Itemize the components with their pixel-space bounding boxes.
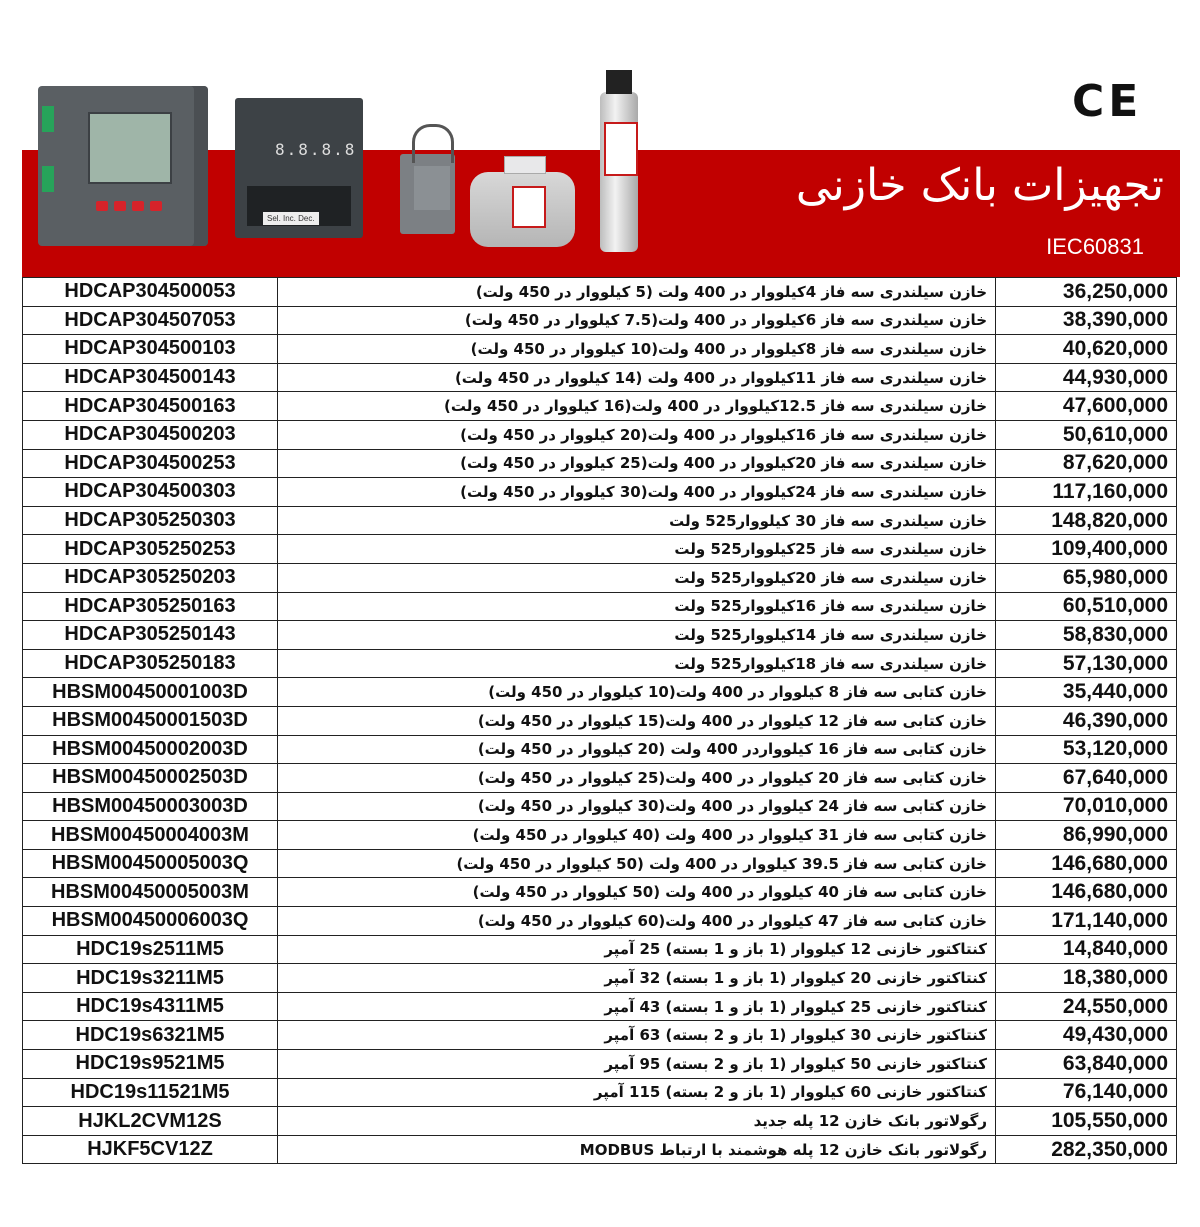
- product-price: 109,400,000: [996, 535, 1177, 564]
- product-description: خازن سیلندری سه فاز 20کیلووار525 ولت: [278, 563, 996, 592]
- product-price: 14,840,000: [996, 935, 1177, 964]
- product-description: خازن سیلندری سه فاز 11کیلووار در 400 ولت (14 کیلووار در 450 ولت): [278, 363, 996, 392]
- product-price: 49,430,000: [996, 1021, 1177, 1050]
- product-code: HDCAP305250163: [23, 592, 278, 621]
- table-row: [23, 706, 1177, 735]
- product-code: HBSM00450002003D: [23, 735, 278, 764]
- product-description: خازن کتابی سه فاز 20 کیلووار در 400 ولت(25 کیلووار در 450 ولت): [278, 764, 996, 793]
- product-description: کنتاکتور خازنی 20 کیلووار (1 باز و 1 بسته) 32 آمپر: [278, 964, 996, 993]
- table-row: [23, 678, 1177, 707]
- product-price: 67,640,000: [996, 764, 1177, 793]
- table-row: [23, 420, 1177, 449]
- product-code: HBSM00450001503D: [23, 706, 278, 735]
- product-description: خازن کتابی سه فاز 39.5 کیلووار در 400 ولت (50 کیلووار در 450 ولت): [278, 849, 996, 878]
- table-row: [23, 935, 1177, 964]
- product-code: HDC19s4311M5: [23, 992, 278, 1021]
- capacitor-terminal: [504, 156, 546, 174]
- product-description: کنتاکتور خازنی 30 کیلووار (1 باز و 2 بسته) 63 آمپر: [278, 1021, 996, 1050]
- terminal-block-icon: [42, 166, 54, 192]
- product-code: HBSM00450004003M: [23, 821, 278, 850]
- table-row: [23, 1050, 1177, 1079]
- product-code: HDCAP305250253: [23, 535, 278, 564]
- led-display: 8.8.8.8: [275, 140, 357, 159]
- product-code: HDCAP304507053: [23, 306, 278, 335]
- ce-mark: CE: [1072, 76, 1143, 127]
- product-description: خازن سیلندری سه فاز 4کیلووار در 400 ولت (5 کیلووار در 450 ولت): [278, 278, 996, 307]
- product-description: خازن سیلندری سه فاز 8کیلووار در 400 ولت(10 کیلووار در 450 ولت): [278, 335, 996, 364]
- table-row: [23, 735, 1177, 764]
- product-description: خازن کتابی سه فاز 16 کیلوواردر 400 ولت (20 کیلووار در 450 ولت): [278, 735, 996, 764]
- table-row: [23, 764, 1177, 793]
- product-description: خازن سیلندری سه فاز 20کیلووار در 400 ولت(25 کیلووار در 450 ولت): [278, 449, 996, 478]
- table-row: [23, 1135, 1177, 1164]
- lcd-screen: [88, 112, 172, 184]
- product-code: HDCAP305250183: [23, 649, 278, 678]
- product-price: 70,010,000: [996, 792, 1177, 821]
- contactor-coil-icon: [412, 124, 454, 163]
- terminal-block-icon: [42, 106, 54, 132]
- product-price: 282,350,000: [996, 1135, 1177, 1164]
- table-row: [23, 335, 1177, 364]
- product-code: HDCAP305250303: [23, 506, 278, 535]
- product-price: 86,990,000: [996, 821, 1177, 850]
- table-row: [23, 392, 1177, 421]
- product-description: خازن سیلندری سه فاز 18کیلووار525 ولت: [278, 649, 996, 678]
- table-row: [23, 1078, 1177, 1107]
- table-row: [23, 964, 1177, 993]
- product-code: HBSM00450001003D: [23, 678, 278, 707]
- product-price: 87,620,000: [996, 449, 1177, 478]
- product-code: HJKL2CVM12S: [23, 1107, 278, 1136]
- product-images: [30, 62, 630, 277]
- table-row: [23, 907, 1177, 936]
- product-description: کنتاکتور خازنی 60 کیلووار (1 باز و 2 بسته) 115 آمپر: [278, 1078, 996, 1107]
- product-price: 65,980,000: [996, 563, 1177, 592]
- product-price: 50,610,000: [996, 420, 1177, 449]
- standard-label: IEC60831: [1046, 234, 1144, 259]
- product-price: 76,140,000: [996, 1078, 1177, 1107]
- product-price: 171,140,000: [996, 907, 1177, 936]
- product-price: 53,120,000: [996, 735, 1177, 764]
- capacitor-label: [512, 186, 546, 228]
- product-code: HBSM00450005003Q: [23, 849, 278, 878]
- product-code: HDC19s6321M5: [23, 1021, 278, 1050]
- product-code: HBSM00450006003Q: [23, 907, 278, 936]
- product-description: خازن سیلندری سه فاز 16کیلووار در 400 ولت(20 کیلووار در 450 ولت): [278, 420, 996, 449]
- product-description: خازن سیلندری سه فاز 14کیلووار525 ولت: [278, 621, 996, 650]
- product-code: HBSM00450005003M: [23, 878, 278, 907]
- product-description: خازن سیلندری سه فاز 6کیلووار در 400 ولت(7.5 کیلووار در 450 ولت): [278, 306, 996, 335]
- product-code: HDCAP305250203: [23, 563, 278, 592]
- product-price: 46,390,000: [996, 706, 1177, 735]
- table-row: [23, 1021, 1177, 1050]
- product-description: خازن کتابی سه فاز 47 کیلووار در 400 ولت(60 کیلووار در 450 ولت): [278, 907, 996, 936]
- price-table: [22, 277, 1177, 1164]
- product-code: HJKF5CV12Z: [23, 1135, 278, 1164]
- product-price: 35,440,000: [996, 678, 1177, 707]
- product-price: 105,550,000: [996, 1107, 1177, 1136]
- product-code: HDCAP304500143: [23, 363, 278, 392]
- product-price: 63,840,000: [996, 1050, 1177, 1079]
- product-code: HDCAP304500203: [23, 420, 278, 449]
- table-row: [23, 1107, 1177, 1136]
- product-description: کنتاکتور خازنی 50 کیلووار (1 باز و 2 بسته) 95 آمپر: [278, 1050, 996, 1079]
- table-row: [23, 821, 1177, 850]
- regulator-image: [235, 98, 363, 238]
- table-row: [23, 306, 1177, 335]
- contactor-face: [414, 166, 450, 210]
- product-code: HBSM00450002503D: [23, 764, 278, 793]
- product-price: 148,820,000: [996, 506, 1177, 535]
- product-description: کنتاکتور خازنی 12 کیلووار (1 باز و 1 بسته) 25 آمپر: [278, 935, 996, 964]
- page-title: تجهیزات بانک خازنی: [795, 160, 1164, 211]
- table-row: [23, 621, 1177, 650]
- product-description: خازن کتابی سه فاز 8 کیلووار در 400 ولت(10 کیلووار در 450 ولت): [278, 678, 996, 707]
- table-row: [23, 878, 1177, 907]
- product-code: HDCAP304500303: [23, 478, 278, 507]
- digital-regulator-image: [38, 86, 208, 246]
- product-price: 36,250,000: [996, 278, 1177, 307]
- product-description: رگولاتور بانک خازن 12 پله جدید: [278, 1107, 996, 1136]
- product-description: خازن کتابی سه فاز 31 کیلووار در 400 ولت (40 کیلووار در 450 ولت): [278, 821, 996, 850]
- product-code: HDC19s3211M5: [23, 964, 278, 993]
- product-description: رگولاتور بانک خازن 12 پله هوشمند با ارتباط MODBUS: [278, 1135, 996, 1164]
- product-code: HDCAP304500163: [23, 392, 278, 421]
- product-description: خازن سیلندری سه فاز 16کیلووار525 ولت: [278, 592, 996, 621]
- product-code: HDCAP304500253: [23, 449, 278, 478]
- table-row: [23, 563, 1177, 592]
- product-description: خازن سیلندری سه فاز 25کیلووار525 ولت: [278, 535, 996, 564]
- product-price: 40,620,000: [996, 335, 1177, 364]
- capacitor-label: [604, 122, 638, 176]
- product-price: 47,600,000: [996, 392, 1177, 421]
- product-code: HDC19s9521M5: [23, 1050, 278, 1079]
- table-row: [23, 592, 1177, 621]
- product-description: خازن کتابی سه فاز 12 کیلووار در 400 ولت(15 کیلووار در 450 ولت): [278, 706, 996, 735]
- product-price: 58,830,000: [996, 621, 1177, 650]
- table-row: [23, 506, 1177, 535]
- product-price: 146,680,000: [996, 878, 1177, 907]
- cylinder-capacitor-image: [600, 92, 638, 252]
- table-row: [23, 849, 1177, 878]
- product-price: 18,380,000: [996, 964, 1177, 993]
- table-row: [23, 363, 1177, 392]
- box-capacitor-image: [470, 172, 575, 247]
- regulator-keys: Sel. Inc. Dec.: [263, 212, 319, 225]
- product-description: خازن کتابی سه فاز 40 کیلووار در 400 ولت (50 کیلووار در 450 ولت): [278, 878, 996, 907]
- product-description: خازن سیلندری سه فاز 12.5کیلووار در 400 ولت(16 کیلووار در 450 ولت): [278, 392, 996, 421]
- product-price: 117,160,000: [996, 478, 1177, 507]
- table-row: [23, 792, 1177, 821]
- table-row: [23, 278, 1177, 307]
- product-description: خازن سیلندری سه فاز 30 کیلووار525 ولت: [278, 506, 996, 535]
- product-price: 146,680,000: [996, 849, 1177, 878]
- table-row: [23, 449, 1177, 478]
- table-row: [23, 535, 1177, 564]
- product-code: HDCAP305250143: [23, 621, 278, 650]
- product-code: HDCAP304500103: [23, 335, 278, 364]
- product-price: 24,550,000: [996, 992, 1177, 1021]
- table-row: [23, 478, 1177, 507]
- product-price: 44,930,000: [996, 363, 1177, 392]
- table-row: [23, 992, 1177, 1021]
- regulator-buttons: [96, 198, 168, 216]
- product-code: HBSM00450003003D: [23, 792, 278, 821]
- product-description: خازن کتابی سه فاز 24 کیلووار در 400 ولت(30 کیلووار در 450 ولت): [278, 792, 996, 821]
- product-code: HDC19s2511M5: [23, 935, 278, 964]
- product-code: HDC19s11521M5: [23, 1078, 278, 1107]
- product-description: خازن سیلندری سه فاز 24کیلووار در 400 ولت(30 کیلووار در 450 ولت): [278, 478, 996, 507]
- product-code: HDCAP304500053: [23, 278, 278, 307]
- contactor-image: [400, 154, 455, 234]
- product-price: 38,390,000: [996, 306, 1177, 335]
- product-price: 57,130,000: [996, 649, 1177, 678]
- product-price: 60,510,000: [996, 592, 1177, 621]
- table-row: [23, 649, 1177, 678]
- product-description: کنتاکتور خازنی 25 کیلووار (1 باز و 1 بسته) 43 آمپر: [278, 992, 996, 1021]
- capacitor-terminal: [606, 70, 632, 94]
